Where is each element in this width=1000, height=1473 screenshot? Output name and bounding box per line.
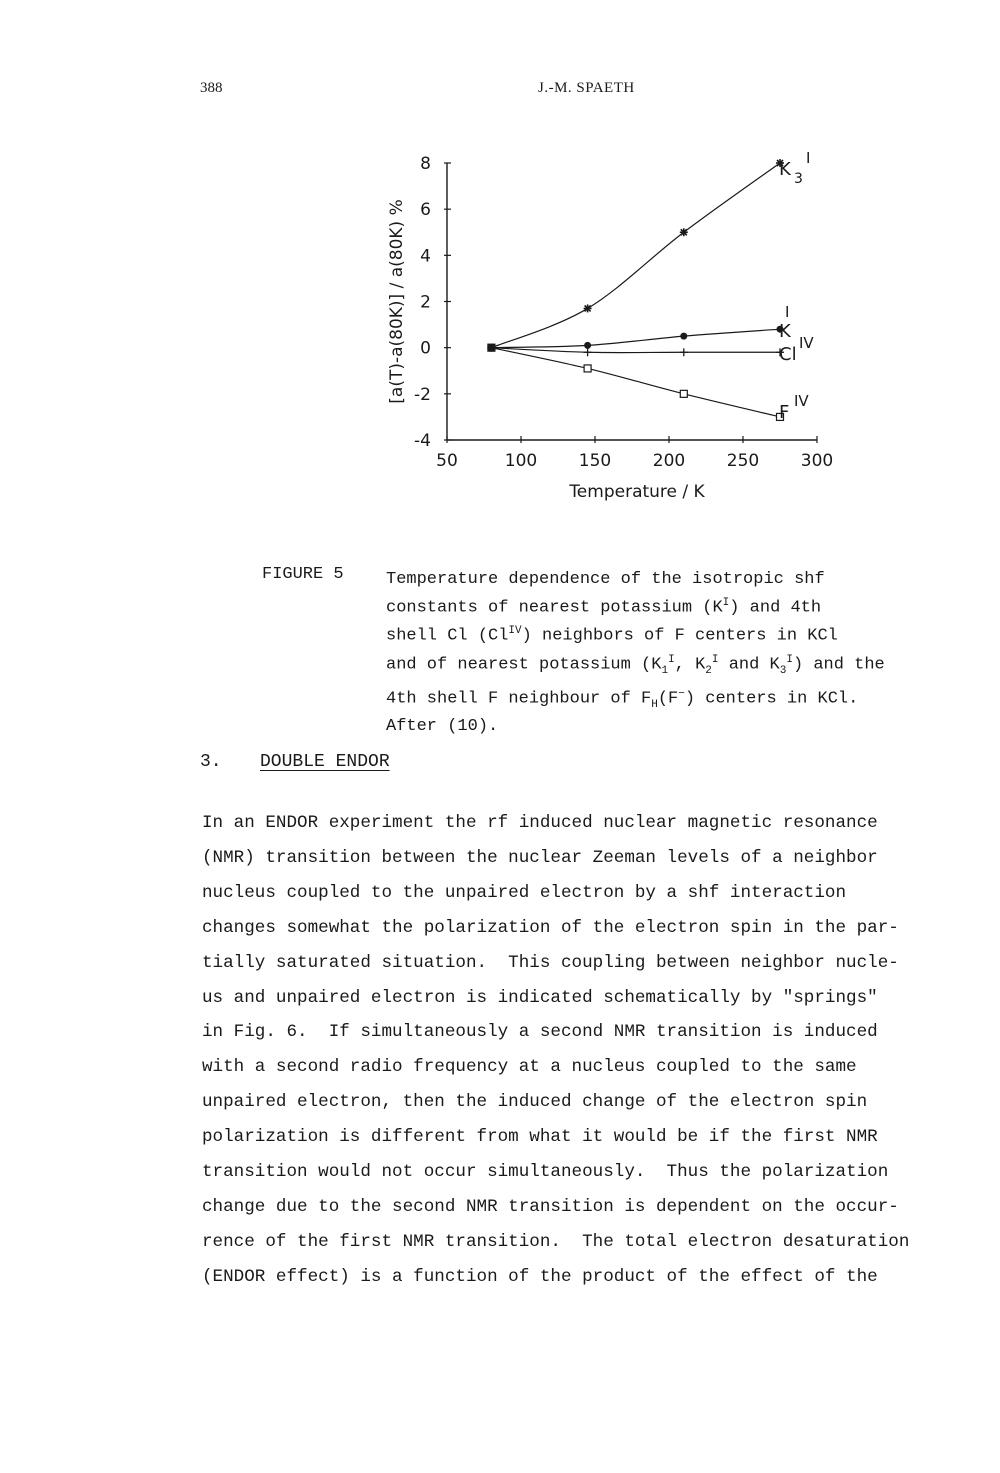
series-label-k3 (779, 149, 810, 187)
series-line-k3 (491, 163, 780, 348)
y-tick-label: -4 (414, 431, 431, 451)
x-tick-label: 150 (578, 451, 612, 471)
body-line: transition would not occur simultaneously. Thus the polarization (202, 1162, 889, 1183)
x-axis-label: Temperature / K (569, 482, 705, 502)
body-line: nucleus coupled to the unpaired electron by a shf interaction (202, 882, 847, 903)
body-line: tially saturated situation. This coupling between neighbor nucle- (202, 952, 899, 973)
body-line: In an ENDOR experiment the rf induced nuclear magnetic resonance (202, 813, 878, 833)
data-point-k (584, 342, 591, 349)
series-line-cl (491, 348, 780, 353)
running-head: J.-M. SPAETH (538, 80, 635, 96)
series-label-f (779, 392, 809, 423)
data-point-cl (584, 348, 592, 356)
body-line: polarization is different from what it would be if the first NMR (202, 1127, 878, 1148)
x-tick-label: 300 (800, 451, 834, 471)
y-tick-label: 0 (420, 338, 431, 359)
y-tick-label: -2 (414, 384, 431, 405)
svg-text:Cl: Cl (779, 344, 797, 365)
svg-text:I: I (785, 303, 790, 321)
x-tick-label: 100 (504, 451, 538, 471)
caption-line: and of nearest potassium (K (386, 655, 662, 675)
x-tick-label: 250 (726, 451, 760, 471)
y-tick-label: 2 (420, 292, 431, 313)
body-line: (NMR) transition between the nuclear Zeeman levels of a neighbor (202, 847, 878, 868)
data-point-k3 (584, 304, 592, 312)
body-paragraph (202, 806, 982, 1295)
body-line: us and unpaired electron is indicated schematically by "springs" (202, 987, 878, 1008)
figure-5-chart (0, 0, 1000, 540)
page-number: 388 (200, 80, 223, 96)
svg-text:K: K (779, 321, 791, 342)
chart-axes (444, 163, 817, 443)
body-line: unpaired electron, then the induced change of the electron spin (202, 1092, 868, 1113)
series-line-f (491, 348, 780, 417)
body-line: change due to the second NMR transition is dependent on the occur- (202, 1196, 899, 1217)
data-point-cl (680, 348, 688, 356)
svg-text:K: K (779, 159, 791, 180)
y-tick-label: 6 (420, 200, 431, 221)
data-point-k3 (680, 228, 688, 236)
chart-curves (491, 163, 780, 417)
data-point-f (680, 390, 687, 397)
body-line: rence of the first NMR transition. The total electron desaturation (202, 1231, 910, 1252)
caption-line: constants of nearest potassium (K (386, 598, 723, 618)
caption-line: Temperature dependence of the isotropic shf (386, 570, 825, 589)
figure-caption: Temperature dependence of the isotropic shf constants of nearest potassium $(K^I)$ and 4th shell Cl $(Cl^{IV})$ neighbors of F centers in KCl and of nearest potassium ($K_1^I$, $K_2^I$ and $K_3^I$) and the 4th shell F neighbour of $F_H(F^-)$ centers in KCl. After (10). (386, 570, 885, 737)
section-title: DOUBLE ENDOR (260, 752, 390, 772)
series-label-k (779, 303, 792, 342)
y-tick-label: 4 (420, 246, 431, 267)
data-point-f (584, 365, 591, 372)
svg-text:I: I (806, 149, 811, 167)
figure-caption-label: FIGURE 5 (262, 565, 344, 584)
y-axis-label: [a(T)-a(80K)] / a(80K) % (387, 199, 407, 404)
svg-text:F: F (779, 402, 790, 423)
body-line: changes somewhat the polarization of the electron spin in the par- (202, 917, 899, 938)
body-line: (ENDOR effect) is a function of the product of the effect of the (202, 1266, 878, 1287)
x-tick-label: 200 (652, 451, 686, 471)
section-number: 3. (200, 752, 222, 772)
y-tick-label: 8 (420, 154, 431, 174)
svg-text:IV: IV (799, 334, 814, 352)
data-point-k (680, 333, 687, 340)
body-line: in Fig. 6. If simultaneously a second NMR transition is induced (202, 1022, 878, 1043)
caption-line: shell Cl (Cl (386, 626, 509, 646)
chart-labels (387, 149, 833, 502)
start-point (488, 344, 495, 351)
caption-line: After (10). (386, 717, 499, 737)
caption-line: 4th shell F neighbour of F (386, 689, 652, 709)
svg-text:IV: IV (794, 392, 809, 410)
body-line: with a second radio frequency at a nucleus coupled to the same (202, 1057, 857, 1078)
svg-text:3: 3 (794, 171, 803, 187)
x-tick-label: 50 (436, 451, 458, 471)
